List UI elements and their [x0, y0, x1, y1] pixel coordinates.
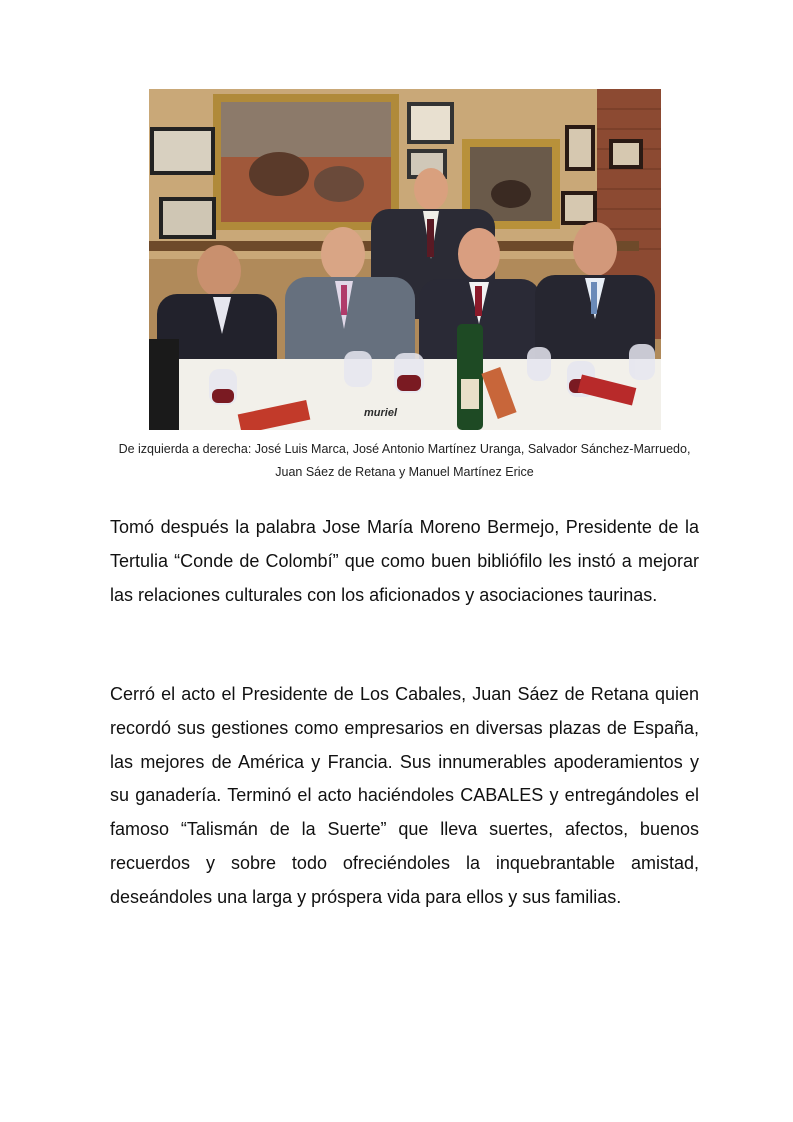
photo-scene	[149, 89, 661, 430]
paragraph-1: Tomó después la palabra Jose María Moreno Bermejo, Presidente de la Tertulia “Conde de Colombí” que como buen bibliófilo les instó a mejorar las relaciones culturales con los aficionados y asociaciones taurinas.	[110, 517, 699, 605]
photo-caption: De izquierda a derecha: José Luis Marca, José Antonio Martínez Uranga, Salvador Sánchez-Marruedo, Juan Sáez de Retana y Manuel Martínez Erice	[118, 442, 691, 479]
paragraph-2: Cerró el acto el Presidente de Los Cabales, Juan Sáez de Retana quien recordó sus gestiones como empresarios en diversas plazas de España, las mejores de América y Francia. Sus innumerables apoderamientos y su ganadería. Terminó el acto haciéndoles CABALES y entregándoles el famoso “Talismán de la Suerte” que lleva suertes, afectos, buenos recuerdos y sobre todo ofreciéndoles la inquebrantable amistad, deseándoles una larga y próspera vida para ellos y sus familias.	[110, 684, 699, 907]
group-dinner-photo	[149, 89, 661, 430]
photo-watermark: muriel	[364, 407, 398, 419]
